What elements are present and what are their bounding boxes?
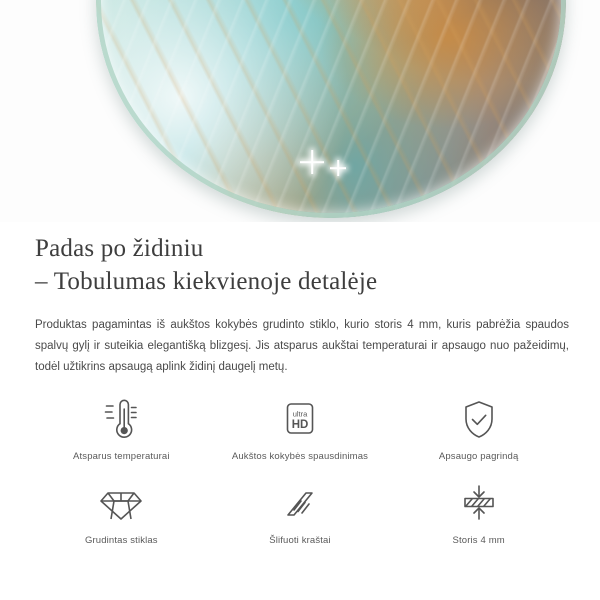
feature-item-polished-edges: [211, 480, 390, 546]
feature-label: Šlifuoti kraštai: [269, 535, 331, 546]
polished-edges-icon: [278, 480, 322, 528]
diamond-icon: [98, 480, 144, 528]
thermometer-icon: [101, 396, 141, 444]
feature-item-thickness: [389, 480, 568, 546]
svg-text:ultra: ultra: [292, 409, 308, 419]
hero-image: [0, 0, 600, 222]
svg-text:HD: HD: [291, 419, 309, 431]
feature-label: Apsaugo pagrindą: [438, 451, 519, 462]
thickness-arrows-icon: [457, 480, 501, 528]
feature-label: Grudintas stiklas: [84, 535, 158, 546]
product-description-text: Produktas pagamintas iš aukštos kokybės grudinto stiklo, kurio storis 4 mm, kuris pabrėžia spaudos spalvų gylį ir suteikia elegantišką blizgesį. Jis atsparus aukštai temperaturai ir apsaugo nuo pažeidimų, todėl užtikrins apsaugą aplink židinį daugelį metų.: [35, 319, 569, 373]
headline-line-1: Padas po židiniu: [35, 235, 204, 262]
feature-label: Storis 4 mm: [452, 535, 505, 546]
feature-grid: [32, 396, 568, 546]
headline-line-2: – Tobulumas kiekvienoje detalėje: [35, 268, 378, 295]
feature-item-print-quality: [211, 396, 390, 462]
feature-label: Atsparus temperaturai: [73, 451, 170, 462]
feature-item-temperature-resistant: [32, 396, 211, 462]
page-title: [35, 232, 575, 298]
shield-check-icon: [457, 396, 501, 444]
feature-item-surface-protection: [389, 396, 568, 462]
feature-label: Aukštos kokybės spausdinimas: [231, 451, 369, 462]
feature-item-tempered-glass: [32, 480, 211, 546]
ultra-hd-icon: [277, 396, 323, 444]
